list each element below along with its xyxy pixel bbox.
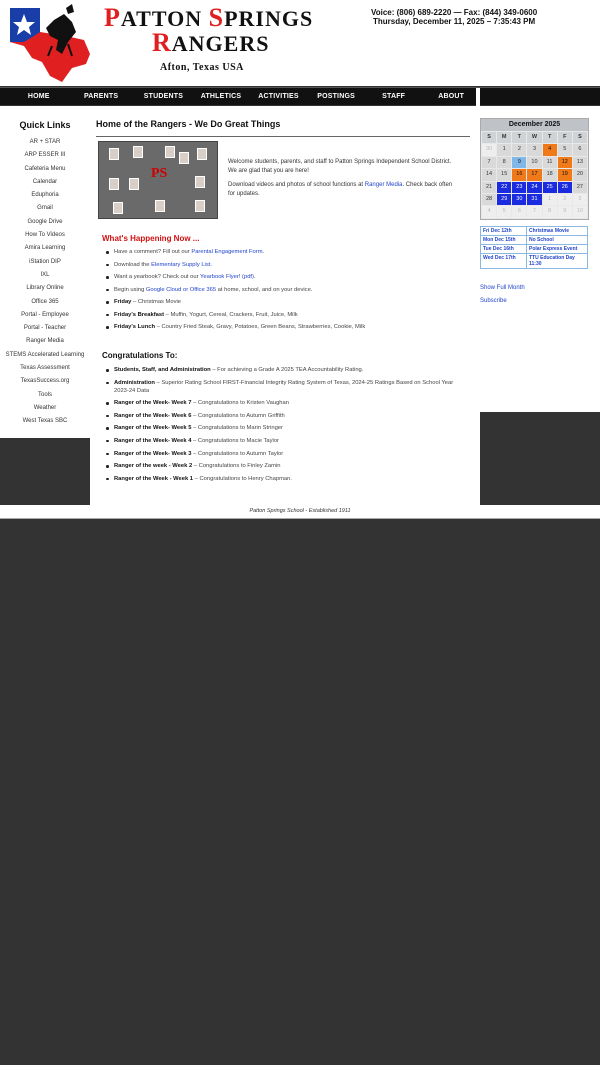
item-text: at home, school, and on your device. bbox=[216, 286, 313, 293]
calendar-grid bbox=[481, 131, 588, 219]
calendar-day-name: S bbox=[482, 132, 496, 143]
intro-media-prefix: Download videos and photos of school functions at bbox=[228, 182, 365, 188]
item-text: – Congratulations to Macie Taylor bbox=[191, 437, 279, 444]
calendar-day-cell[interactable]: 26 bbox=[558, 182, 572, 193]
quick-link[interactable]: Portal - Teacher bbox=[23, 325, 67, 332]
nav-staff[interactable]: STAFF bbox=[382, 93, 406, 100]
staff-photo bbox=[195, 176, 205, 188]
list-item bbox=[114, 399, 469, 407]
item-text: – Congratulations to Autumn Griffith bbox=[191, 412, 285, 419]
calendar-day-cell[interactable]: 28 bbox=[482, 194, 496, 205]
calendar-day-cell[interactable]: 9 bbox=[512, 157, 526, 168]
nav-home[interactable]: HOME bbox=[27, 93, 50, 100]
calendar-day-cell[interactable]: 5 bbox=[497, 206, 511, 217]
happening-heading: What's Happening Now ... bbox=[102, 234, 200, 243]
quick-link[interactable]: Weather bbox=[33, 404, 57, 411]
item-text: – Superior Rating School FIRST-Financial Integrity Rating System of Texas, 2024-25 Ratings Based on School Year 2023-24 Data bbox=[114, 379, 454, 394]
nav-students[interactable]: STUDENTS bbox=[143, 93, 184, 100]
quick-link[interactable]: STEMS Accelerated Learning bbox=[5, 351, 85, 358]
quick-links-sidebar bbox=[0, 112, 90, 438]
calendar-day-cell[interactable]: 19 bbox=[558, 169, 572, 180]
calendar-day-cell[interactable]: 29 bbox=[497, 194, 511, 205]
brand-word-prings: PRINGS bbox=[224, 6, 314, 31]
brand-initial-r: R bbox=[152, 28, 172, 57]
calendar-day-cell[interactable]: 21 bbox=[482, 182, 496, 193]
item-label: Ranger of the week - Week 2 bbox=[114, 463, 193, 470]
staff-photo bbox=[195, 200, 205, 212]
calendar-day-cell[interactable]: 6 bbox=[573, 144, 587, 155]
item-label: Ranger of the Week- Week 6 bbox=[114, 412, 192, 419]
item-label: Ranger of the Week- Week 4 bbox=[114, 437, 192, 444]
staff-photo bbox=[109, 178, 119, 190]
contact-info bbox=[371, 8, 537, 26]
calendar-day-cell[interactable]: 27 bbox=[573, 182, 587, 193]
calendar-day-cell[interactable]: 9 bbox=[558, 206, 572, 217]
list-item bbox=[114, 273, 469, 281]
brand-initial-p: P bbox=[104, 3, 121, 32]
show-full-month-link[interactable]: Show Full Month bbox=[480, 285, 525, 291]
list-item bbox=[114, 323, 469, 331]
calendar-day-cell[interactable]: 24 bbox=[527, 182, 541, 193]
quick-link[interactable]: Google Drive bbox=[27, 218, 63, 225]
nav-end-divider bbox=[476, 88, 480, 106]
item-text: Want a yearbook? Check out our bbox=[114, 274, 201, 280]
event-row[interactable] bbox=[481, 235, 587, 244]
site-footer: Patton Springs School - Established 1911 bbox=[0, 505, 600, 519]
calendar-day-cell[interactable]: 7 bbox=[527, 206, 541, 217]
site-header bbox=[0, 0, 600, 86]
list-item bbox=[114, 475, 469, 483]
list-item bbox=[114, 298, 469, 306]
brand-title bbox=[104, 3, 354, 73]
calendar-day-cell[interactable]: 23 bbox=[512, 182, 526, 193]
quick-link[interactable]: Texas Assessment bbox=[20, 365, 70, 372]
list-item bbox=[114, 261, 469, 269]
item-text: – Congratulations to Kristen Vaughan bbox=[191, 400, 289, 407]
calendar-day-cell[interactable]: 3 bbox=[573, 194, 587, 205]
subscribe-link[interactable]: Subscribe bbox=[480, 298, 507, 304]
item-text: – For achieving a Grade A 2025 TEA Accountability Rating. bbox=[210, 367, 364, 373]
calendar-day-cell[interactable]: 1 bbox=[543, 194, 557, 205]
calendar-day-name: T bbox=[543, 132, 557, 143]
quick-link[interactable]: Cafeteria Menu bbox=[24, 165, 66, 172]
staff-photo bbox=[129, 178, 139, 190]
item-text: Have a comment? Fill out our bbox=[114, 249, 192, 255]
list-item bbox=[114, 462, 469, 470]
list-item bbox=[114, 286, 469, 294]
item-text: – Congratulations to Henry Chapman. bbox=[193, 475, 292, 482]
staff-collage-image bbox=[98, 141, 218, 219]
staff-photo bbox=[113, 202, 123, 214]
item-text: Download the bbox=[114, 261, 152, 268]
item-text: – Christmas Movie bbox=[131, 299, 182, 305]
yearbook-flyer-link[interactable]: Yearbook Flyer! (pdf) bbox=[200, 274, 254, 280]
title-divider bbox=[96, 136, 470, 137]
nav-parents[interactable]: PARENTS bbox=[83, 93, 119, 100]
calendar-day-cell[interactable]: 4 bbox=[543, 144, 557, 155]
event-title: Christmas Movie bbox=[529, 228, 570, 234]
calendar-day-cell[interactable]: 30 bbox=[512, 194, 526, 205]
quick-link[interactable]: Calendar bbox=[32, 178, 58, 185]
quick-link[interactable]: IXL bbox=[40, 271, 50, 278]
calendar-day-cell[interactable]: 18 bbox=[543, 169, 557, 180]
calendar-day-cell[interactable]: 20 bbox=[573, 169, 587, 180]
calendar-day-cell[interactable]: 30 bbox=[482, 144, 496, 155]
list-item bbox=[114, 412, 469, 420]
main-content bbox=[90, 112, 480, 505]
calendar-day-name: M bbox=[497, 132, 511, 143]
quick-link[interactable]: Ranger Media bbox=[26, 338, 64, 345]
list-item bbox=[114, 248, 469, 256]
nav-postings[interactable]: POSTINGS bbox=[317, 93, 355, 100]
item-label: Ranger of the Week- Week 3 bbox=[114, 450, 192, 457]
page-title: Home of the Rangers - We Do Great Things bbox=[96, 119, 281, 129]
congrats-list bbox=[114, 366, 469, 487]
event-title: Polar Express Event bbox=[529, 246, 578, 252]
main-nav bbox=[0, 87, 600, 105]
calendar-day-cell[interactable]: 12 bbox=[558, 157, 572, 168]
calendar-day-cell[interactable]: 2 bbox=[558, 194, 572, 205]
quick-link[interactable]: Office 365 bbox=[31, 298, 59, 305]
staff-photo bbox=[197, 148, 207, 160]
list-item bbox=[114, 424, 469, 432]
ranger-media-link[interactable]: Ranger Media bbox=[364, 182, 403, 188]
calendar-month-title[interactable]: December 2025 bbox=[481, 119, 588, 131]
staff-photo bbox=[133, 146, 143, 158]
quick-link[interactable]: Gmail bbox=[37, 205, 53, 212]
calendar-day-cell[interactable]: 31 bbox=[527, 194, 541, 205]
quick-link[interactable]: West Texas SBC bbox=[22, 418, 68, 425]
item-label: Friday's Breakfast bbox=[114, 311, 165, 318]
google-office-link[interactable]: Google Cloud or Office 365 bbox=[145, 286, 217, 293]
nav-about[interactable]: ABOUT bbox=[438, 93, 465, 100]
calendar-events bbox=[480, 226, 588, 269]
event-row[interactable] bbox=[481, 244, 587, 253]
item-label: Friday bbox=[114, 299, 132, 305]
item-label: Students, Staff, and Administration bbox=[114, 367, 211, 373]
quick-link[interactable]: Portal - Employee bbox=[21, 311, 69, 318]
item-text: . bbox=[253, 274, 256, 280]
quick-link[interactable]: ARP ESSER III bbox=[24, 152, 66, 159]
calendar-day-cell[interactable]: 8 bbox=[497, 157, 511, 168]
calendar-day-cell[interactable]: 11 bbox=[543, 157, 557, 168]
brand-word-angers: ANGERS bbox=[171, 31, 270, 56]
congrats-heading: Congratulations To: bbox=[102, 351, 178, 360]
item-label: Administration bbox=[114, 379, 155, 386]
calendar-day-cell[interactable]: 2 bbox=[512, 144, 526, 155]
calendar-day-cell[interactable]: 1 bbox=[497, 144, 511, 155]
item-text: Begin using bbox=[114, 286, 146, 293]
list-item bbox=[114, 379, 469, 395]
intro-media-suffix: . Check back often for updates. bbox=[228, 182, 453, 197]
current-timestamp: Thursday, December 11, 2025 – 7:35:43 PM bbox=[373, 17, 536, 26]
item-text: – Congratulations to Autumn Taylor bbox=[191, 450, 284, 457]
brand-location: Afton, Texas USA bbox=[160, 62, 244, 73]
quick-link[interactable]: Eduphoria bbox=[31, 192, 59, 199]
item-label: Ranger of the Week- Week 5 bbox=[114, 425, 192, 432]
calendar-day-cell[interactable]: 5 bbox=[558, 144, 572, 155]
nav-activities[interactable]: ACTIVITIES bbox=[258, 93, 299, 100]
calendar-widget bbox=[480, 118, 589, 220]
supply-list-link[interactable]: Elementary Supply List bbox=[151, 261, 211, 268]
calendar-day-cell[interactable]: 14 bbox=[482, 169, 496, 180]
staff-photo bbox=[109, 148, 119, 160]
brand-word-atton: ATTON bbox=[120, 6, 209, 31]
texas-rider-logo-icon[interactable] bbox=[6, 2, 96, 84]
item-text: – Muffin, Yogurt, Cereal, Crackers, Fruit, Juice, Milk bbox=[164, 311, 298, 318]
quick-links-title: Quick Links bbox=[19, 120, 71, 130]
list-item bbox=[114, 311, 469, 319]
calendar-day-cell[interactable]: 7 bbox=[482, 157, 496, 168]
calendar-day-cell[interactable]: 4 bbox=[482, 206, 496, 217]
calendar-day-cell[interactable]: 17 bbox=[527, 169, 541, 180]
quick-link[interactable]: Library Online bbox=[26, 285, 64, 292]
intro-welcome: Welcome students, parents, and staff to Patton Springs Independent School District. We are glad that you are here! bbox=[228, 159, 452, 174]
event-title: No School bbox=[529, 237, 554, 243]
item-text: . bbox=[262, 249, 265, 255]
calendar-links bbox=[480, 282, 525, 308]
calendar-day-cell[interactable]: 15 bbox=[497, 169, 511, 180]
calendar-day-cell[interactable]: 13 bbox=[573, 157, 587, 168]
intro-media bbox=[228, 181, 458, 199]
staff-photo bbox=[155, 200, 165, 212]
event-date: Wed Dec 17th bbox=[481, 254, 527, 268]
intro-text bbox=[228, 158, 458, 204]
calendar-day-cell[interactable]: 25 bbox=[543, 182, 557, 193]
calendar-day-cell[interactable]: 22 bbox=[497, 182, 511, 193]
item-label: Ranger of the Week - Week 1 bbox=[114, 475, 194, 482]
item-label: Ranger of the Week- Week 7 bbox=[114, 400, 192, 407]
quick-link[interactable]: TexasSuccess.org bbox=[20, 378, 70, 385]
parental-engagement-link[interactable]: Parental Engagement Form bbox=[191, 249, 263, 255]
event-date: Tue Dec 16th bbox=[481, 245, 527, 253]
nav-athletics[interactable]: ATHLETICS bbox=[200, 93, 242, 100]
happening-list bbox=[114, 248, 469, 336]
list-item bbox=[114, 366, 469, 374]
quick-link[interactable]: iStation DIP bbox=[29, 258, 61, 265]
quick-link[interactable]: AR + STAR bbox=[29, 139, 61, 145]
calendar-day-cell[interactable]: 6 bbox=[512, 206, 526, 217]
calendar-day-name: F bbox=[558, 132, 572, 143]
event-date: Fri Dec 12th bbox=[481, 227, 527, 235]
calendar-day-cell[interactable]: 16 bbox=[512, 169, 526, 180]
contact-phone-fax: Voice: (806) 689-2220 — Fax: (844) 349-0600 bbox=[371, 8, 538, 17]
item-text: . bbox=[210, 261, 212, 268]
staff-photo bbox=[165, 146, 175, 158]
item-text: – Congratulations to Marin Stringer bbox=[191, 425, 283, 432]
calendar-day-name: S bbox=[573, 132, 587, 143]
item-label: Friday's Lunch bbox=[114, 324, 155, 330]
calendar-day-cell[interactable]: 10 bbox=[573, 206, 587, 217]
event-date: Mon Dec 15th bbox=[481, 236, 527, 244]
quick-link[interactable]: How To Videos bbox=[25, 232, 65, 239]
event-title: TTU Education Day 11:30 bbox=[529, 255, 575, 267]
staff-photo bbox=[179, 152, 189, 164]
list-item bbox=[114, 437, 469, 445]
right-column bbox=[480, 112, 600, 412]
calendar-day-cell[interactable]: 8 bbox=[543, 206, 557, 217]
calendar-day-cell[interactable]: 3 bbox=[527, 144, 541, 155]
event-row[interactable] bbox=[481, 227, 587, 235]
item-text: – Country Fried Steak, Gravy, Potatoes, Green Beans, Strawberries, Cookie, Milk bbox=[155, 324, 366, 330]
quick-link[interactable]: Tools bbox=[37, 391, 52, 398]
calendar-day-name: T bbox=[512, 132, 526, 143]
list-item bbox=[114, 450, 469, 458]
calendar-day-name: W bbox=[527, 132, 541, 143]
item-text: – Congratulations to Finley Zamin bbox=[192, 463, 281, 470]
collage-logo: PS bbox=[151, 166, 168, 181]
quick-link[interactable]: Amira Learning bbox=[24, 245, 66, 252]
calendar-day-cell[interactable]: 10 bbox=[527, 157, 541, 168]
brand-initial-s: S bbox=[208, 3, 225, 32]
event-row[interactable] bbox=[481, 253, 587, 268]
